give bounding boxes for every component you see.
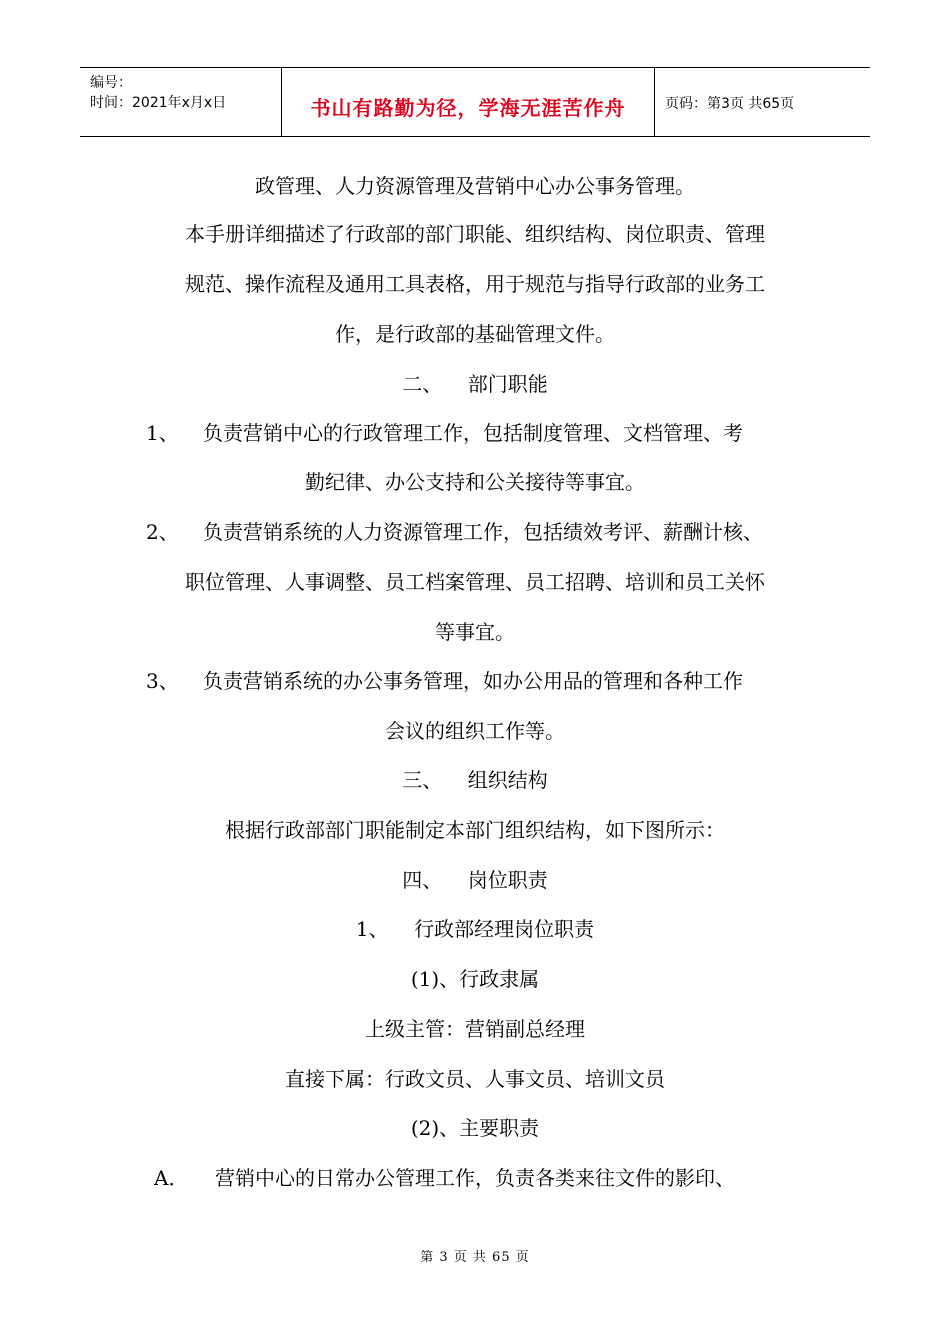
list-item-number: 3、 bbox=[146, 669, 179, 693]
paragraph-line: 根据行政部部门职能制定本部门组织结构，如下图所示： bbox=[225, 818, 725, 842]
paragraph-line: 规范、操作流程及通用工具表格，用于规范与指导行政部的业务工 bbox=[185, 272, 765, 296]
subsection-heading: (1)、行政隶属 bbox=[410, 967, 540, 991]
list-item-text: 会议的组织工作等。 bbox=[385, 719, 565, 743]
list-item-text: 勤纪律、办公支持和公关接待等事宜。 bbox=[305, 470, 645, 494]
section-heading-duties: 四、 岗位职责 bbox=[402, 868, 548, 892]
document-header bbox=[80, 67, 870, 137]
list-item-text: 营销中心的日常办公管理工作，负责各类来往文件的影印、 bbox=[215, 1166, 735, 1190]
section-heading-functions: 二、 部门职能 bbox=[402, 372, 548, 396]
list-item-number: 1、 bbox=[146, 421, 179, 445]
header-time: 时间：2021年x月x日 bbox=[90, 95, 227, 111]
subsection-heading: 1、 行政部经理岗位职责 bbox=[355, 917, 595, 941]
paragraph-line: 上级主管：营销副总经理 bbox=[365, 1017, 585, 1041]
section-heading-structure: 三、 组织结构 bbox=[402, 768, 548, 792]
list-item-text: 负责营销中心的行政管理工作，包括制度管理、文档管理、考 bbox=[203, 421, 743, 445]
list-item-text: 负责营销系统的办公事务管理，如办公用品的管理和各种工作 bbox=[203, 669, 743, 693]
paragraph-line: 作，是行政部的基础管理文件。 bbox=[335, 322, 615, 346]
paragraph-line: 本手册详细描述了行政部的部门职能、组织结构、岗位职责、管理 bbox=[185, 222, 765, 246]
header-motto: 书山有路勤为径，学海无涯苦作舟 bbox=[310, 96, 626, 120]
header-page-number: 页码：第3页 共65页 bbox=[665, 96, 795, 112]
header-number: 编号： bbox=[90, 75, 132, 91]
page-footer: 第 3 页 共 65 页 bbox=[420, 1250, 530, 1265]
subsection-heading: (2)、主要职责 bbox=[410, 1116, 540, 1140]
list-item-text: 等事宜。 bbox=[435, 620, 515, 644]
header-meta bbox=[90, 73, 226, 113]
paragraph-line: 直接下属：行政文员、人事文员、培训文员 bbox=[285, 1067, 665, 1091]
list-item-text: 负责营销系统的人力资源管理工作，包括绩效考评、薪酬计核、 bbox=[203, 520, 763, 544]
header-divider bbox=[654, 68, 655, 136]
list-item-number: A． bbox=[154, 1166, 189, 1190]
list-item-text: 职位管理、人事调整、员工档案管理、员工招聘、培训和员工关怀 bbox=[185, 570, 765, 594]
paragraph-line: 政管理、人力资源管理及营销中心办公事务管理。 bbox=[255, 174, 695, 198]
list-item-number: 2、 bbox=[146, 520, 179, 544]
